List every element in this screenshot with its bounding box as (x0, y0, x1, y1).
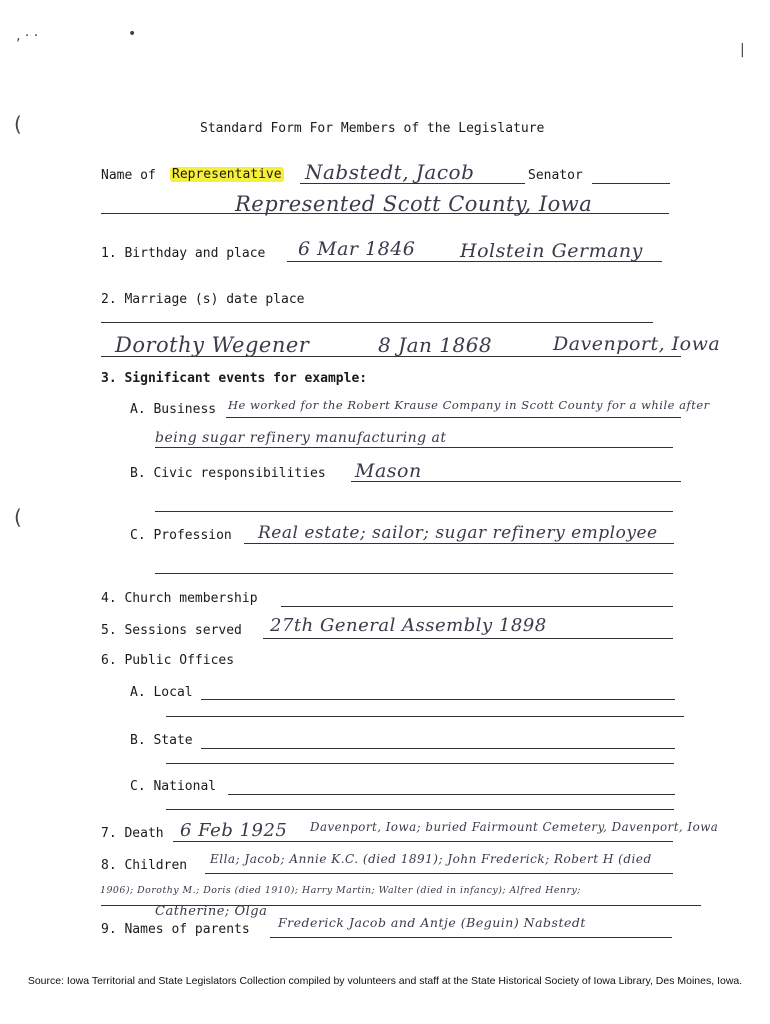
sessions-handwriting: 27th General Assembly 1898 (270, 615, 547, 636)
scan-speck: | (740, 42, 745, 58)
birthplace-handwriting: Holstein Germany (460, 240, 643, 262)
profession-line (244, 543, 674, 544)
represented-handwriting: Represented Scott County, Iowa (235, 192, 593, 216)
scan-speck: ( (14, 505, 22, 529)
national-label: C. National (130, 779, 217, 794)
senator-label: Senator (528, 168, 583, 183)
profession-handwriting: Real estate; sailor; sugar refinery employee (258, 523, 658, 543)
business-line (226, 417, 681, 418)
national-line (228, 794, 675, 795)
form-title: Standard Form For Members of the Legislature (200, 121, 545, 136)
children-handwriting-2: 1906); Dorothy M.; Doris (died 1910); Harry Martin; Walter (died in infancy); Alfred Henry; (100, 885, 581, 896)
children-line (205, 873, 673, 874)
business-handwriting-2: being sugar refinery manufacturing at (155, 430, 447, 446)
state-line-2 (166, 763, 674, 764)
parents-label: 9. Names of parents (101, 922, 250, 937)
children-handwriting-1: Ella; Jacob; Annie K.C. (died 1891); John Frederick; Robert H (died (210, 852, 652, 866)
marriage-date-handwriting: 8 Jan 1868 (378, 333, 493, 357)
name-label: Name of (101, 168, 156, 183)
scan-speck: • (128, 26, 137, 42)
scan-speck: ‚ · · (16, 28, 39, 44)
source-note: Source: Iowa Territorial and State Legislators Collection compiled by volunteers and staff at the State Historical Society of Iowa Library, Des Moines, Iowa. (27, 975, 743, 987)
events-label: 3. Significant events for example: (101, 371, 368, 386)
representative-label: Representative (172, 167, 282, 182)
state-label: B. State (130, 733, 193, 748)
marriage-spouse-handwriting: Dorothy Wegener (115, 333, 310, 357)
civic-handwriting: Mason (355, 460, 422, 482)
business-handwriting-1: He worked for the Robert Krause Company in Scott County for a while after (228, 398, 710, 412)
birthday-label: 1. Birthday and place (101, 246, 266, 261)
civic-line-2 (155, 511, 673, 512)
death-place-handwriting: Davenport, Iowa; buried Fairmount Cemetery, Davenport, Iowa (310, 820, 719, 834)
sessions-label: 5. Sessions served (101, 623, 242, 638)
business-line-2 (155, 447, 673, 448)
civic-label: B. Civic responsibilities (130, 466, 326, 481)
business-label: A. Business (130, 402, 217, 417)
local-line-2 (166, 716, 684, 717)
death-label: 7. Death (101, 826, 164, 841)
church-line (281, 606, 673, 607)
marriage-label: 2. Marriage (s) date place (101, 292, 305, 307)
birthday-handwriting: 6 Mar 1846 (298, 238, 416, 260)
marriage-place-handwriting: Davenport, Iowa (553, 333, 721, 355)
local-label: A. Local (130, 685, 193, 700)
profession-line-2 (155, 573, 673, 574)
local-line (201, 699, 675, 700)
sessions-line (263, 638, 673, 639)
name-handwriting: Nabstedt, Jacob (305, 160, 475, 184)
senator-line (592, 183, 670, 184)
offices-label: 6. Public Offices (101, 653, 235, 668)
children-handwriting-3: Catherine; Olga (155, 904, 268, 919)
death-line (173, 841, 673, 842)
state-line (201, 748, 675, 749)
marriage-line (101, 322, 653, 323)
parents-handwriting: Frederick Jacob and Antje (Beguin) Nabstedt (278, 915, 586, 930)
death-handwriting: 6 Feb 1925 (180, 820, 288, 841)
scan-speck: ( (14, 112, 22, 136)
children-label: 8. Children (101, 858, 188, 873)
church-label: 4. Church membership (101, 591, 258, 606)
profession-label: C. Profession (130, 528, 232, 543)
national-line-2 (166, 809, 674, 810)
parents-line (270, 937, 672, 938)
